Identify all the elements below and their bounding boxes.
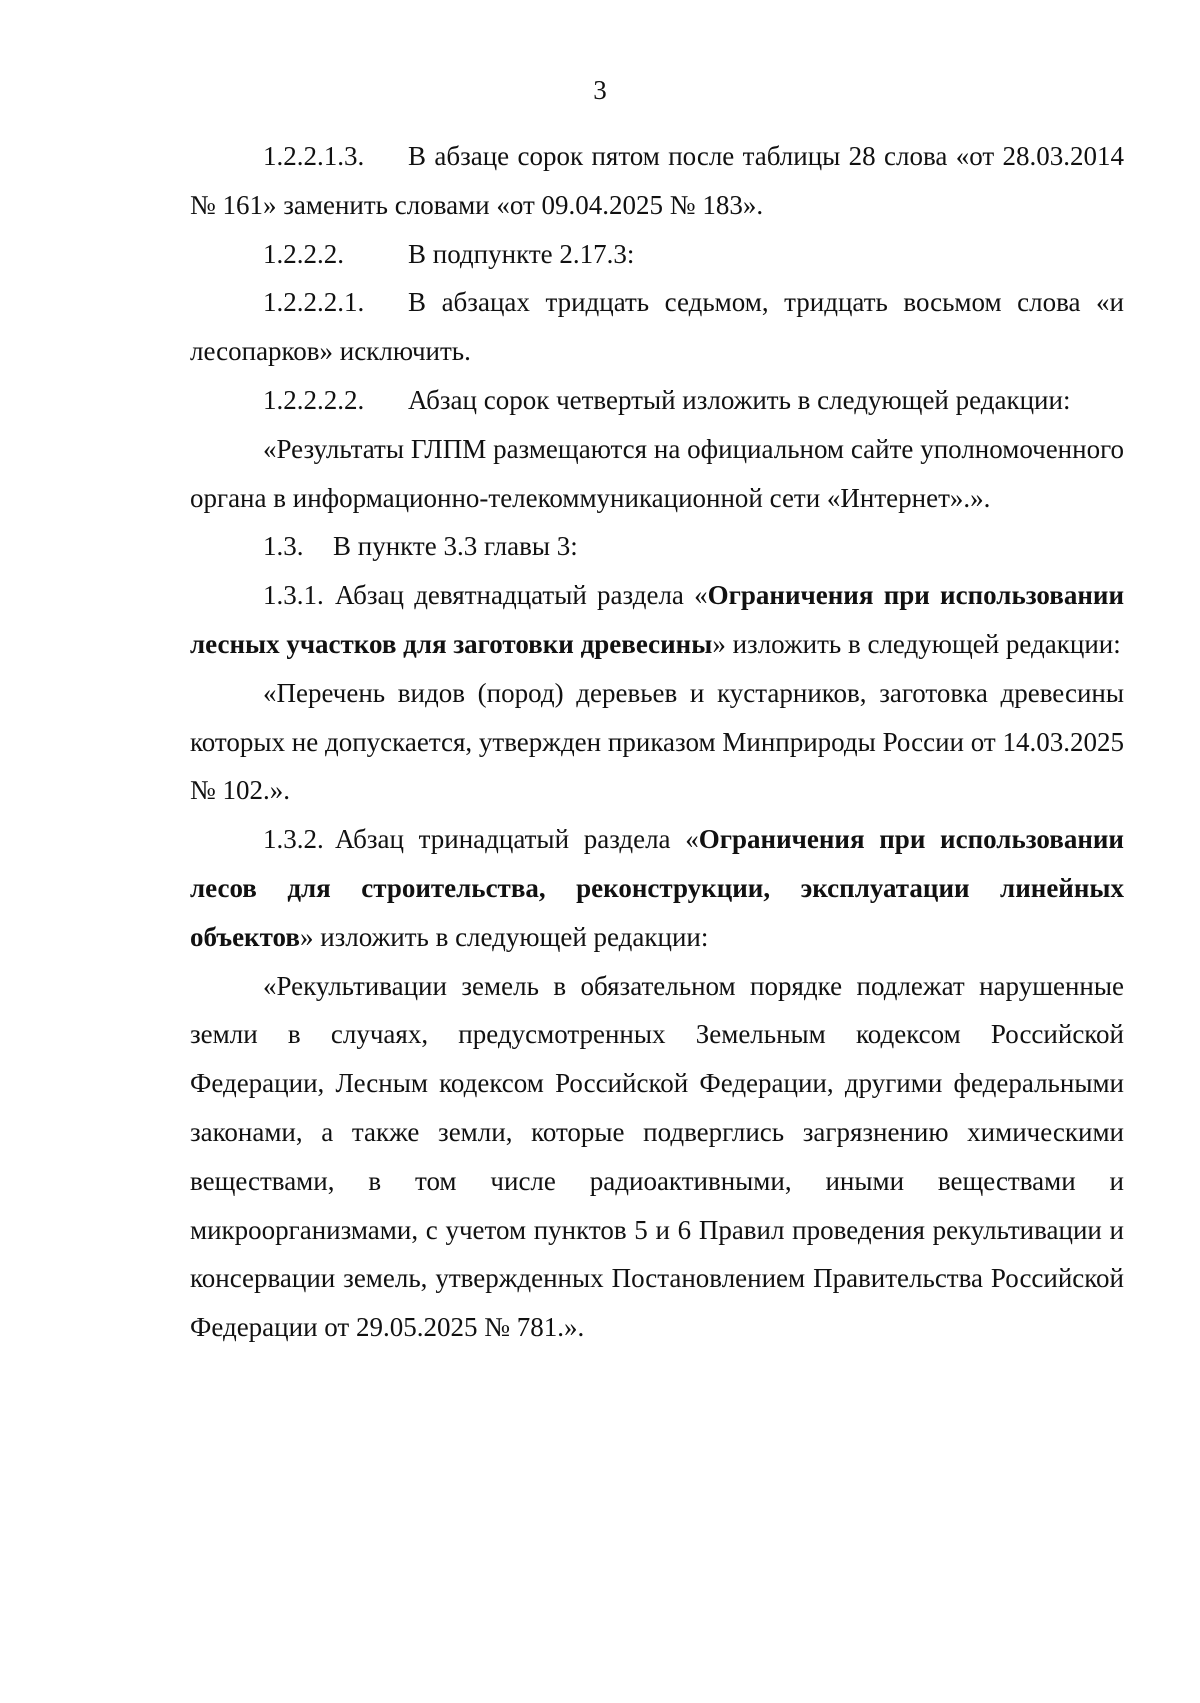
page-number: 3: [593, 75, 607, 105]
paragraph-text: В пункте 3.3 главы 3:: [333, 531, 578, 562]
paragraph-text-after: » изложить в следующей редакции:: [299, 921, 709, 952]
paragraph-label: 1.3.: [263, 531, 304, 562]
paragraph-text-before: Абзац тринадцатый раздела «: [335, 824, 699, 855]
paragraph-label: 1.2.2.2.1.: [263, 287, 365, 318]
paragraph-1-3: [190, 522, 1124, 571]
paragraph-label: 1.2.2.2.2.: [263, 384, 365, 415]
paragraph-1-3-1: [190, 571, 1124, 669]
paragraph-text: «Перечень видов (пород) деревьев и кустарников, заготовка древесины которых не допускается, утвержден приказом Минприроды России от 14.03.2025 № 102.».: [190, 677, 1124, 806]
paragraph-1-2-2-2: [190, 230, 1124, 279]
section-title-bold: Ограничения при использовании лесных участков для заготовки древесины: [190, 580, 1124, 659]
paragraph-text: В абзацах тридцать седьмом, тридцать восьмом слова «и лесопарков» исключить.: [190, 287, 1124, 367]
paragraph-text-before: Абзац девятнадцатый раздела «: [335, 580, 708, 611]
paragraph-label: 1.3.1.: [263, 580, 324, 611]
paragraph-1-2-2-1-3: [190, 132, 1124, 230]
quoted-paragraph-tree-species: [190, 669, 1124, 815]
paragraph-label: 1.2.2.1.3.: [263, 141, 365, 171]
quoted-paragraph-land-reclamation: [190, 962, 1124, 1352]
paragraph-text: В абзаце сорок пятом после таблицы 28 слова «от 28.03.2014 № 161» заменить словами «от 09.04.2025 № 183».: [190, 141, 1124, 220]
section-title-bold: Ограничения при использовании лесов для строительства, реконструкции, эксплуатации линейных объектов: [190, 824, 1124, 952]
paragraph-1-2-2-2-1: [190, 278, 1124, 376]
paragraph-text-after: » изложить в следующей редакции:: [712, 628, 1121, 659]
paragraph-1-3-2: [190, 815, 1124, 961]
document-body: [190, 132, 1124, 1352]
paragraph-label: 1.2.2.2.: [263, 238, 344, 269]
paragraph-1-2-2-2-2: [190, 376, 1124, 425]
paragraph-text: В подпункте 2.17.3:: [408, 238, 635, 269]
paragraph-label: 1.3.2.: [263, 824, 324, 855]
quoted-paragraph-glpm-results: [190, 425, 1124, 523]
paragraph-text: «Рекультивации земель в обязательном порядке подлежат нарушенные земли в случаях, предусмотренных Земельным кодексом Российской Федерации, Лесным кодексом Российской Федерации, другими федеральными законами, а также земли, которые подверглись загрязнению химическими веществами, в том числе радиоактивными, иными веществами и микроорганизмами, с учетом пунктов 5 и 6 Правил проведения рекультивации и консервации земель, утвержденных Постановлением Правительства Российской Федерации от 29.05.2025 № 781.».: [190, 970, 1124, 1343]
paragraph-text: Абзац сорок четвертый изложить в следующей редакции:: [408, 384, 1071, 415]
paragraph-text: «Результаты ГЛПМ размещаются на официальном сайте уполномоченного органа в информационно-телекоммуникационной сети «Интернет».».: [190, 433, 1124, 513]
